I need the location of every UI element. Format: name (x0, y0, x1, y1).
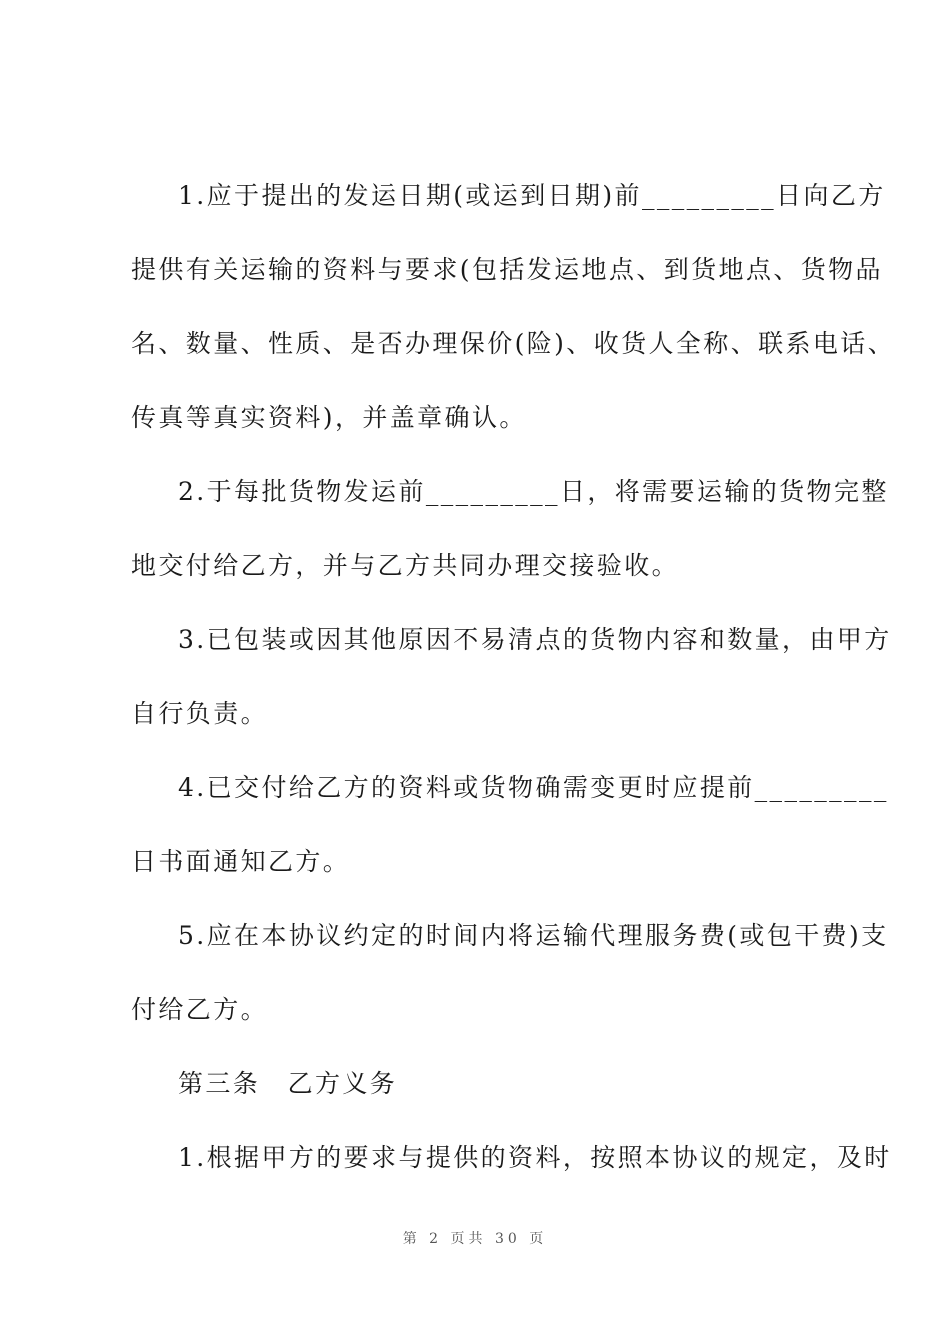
page-number-footer: 第 2 页共 30 页 (402, 1231, 548, 1247)
paragraph-line: 传真等真实资料)，并盖章确认。 (131, 403, 527, 432)
paragraph-line: 地交付给乙方，并与乙方共同办理交接验收。 (131, 551, 680, 580)
paragraph-line: 日书面通知乙方。 (131, 847, 351, 876)
paragraph-line: 4.已交付给乙方的资料或货物确需变更时应提前_________ (178, 773, 889, 802)
paragraph-line: 3.已包装或因其他原因不易清点的货物内容和数量，由甲方 (178, 625, 892, 654)
section-heading: 第三条 乙方义务 (178, 1069, 398, 1098)
paragraph-line: 付给乙方。 (131, 995, 269, 1024)
paragraph-line: 1.根据甲方的要求与提供的资料，按照本协议的规定，及时 (178, 1143, 892, 1172)
paragraph-line: 提供有关运输的资料与要求(包括发运地点、到货地点、货物品 (131, 255, 883, 284)
paragraph-line: 名、数量、性质、是否办理保价(险)、收货人全称、联系电话、 (131, 329, 896, 358)
paragraph-line: 自行负责。 (131, 699, 269, 728)
paragraph-line: 2.于每批货物发运前_________日，将需要运输的货物完整 (178, 477, 889, 506)
paragraph-line: 5.应在本协议约定的时间内将运输代理服务费(或包干费)支 (178, 921, 889, 950)
paragraph-line: 1.应于提出的发运日期(或运到日期)前_________日向乙方 (178, 181, 886, 210)
